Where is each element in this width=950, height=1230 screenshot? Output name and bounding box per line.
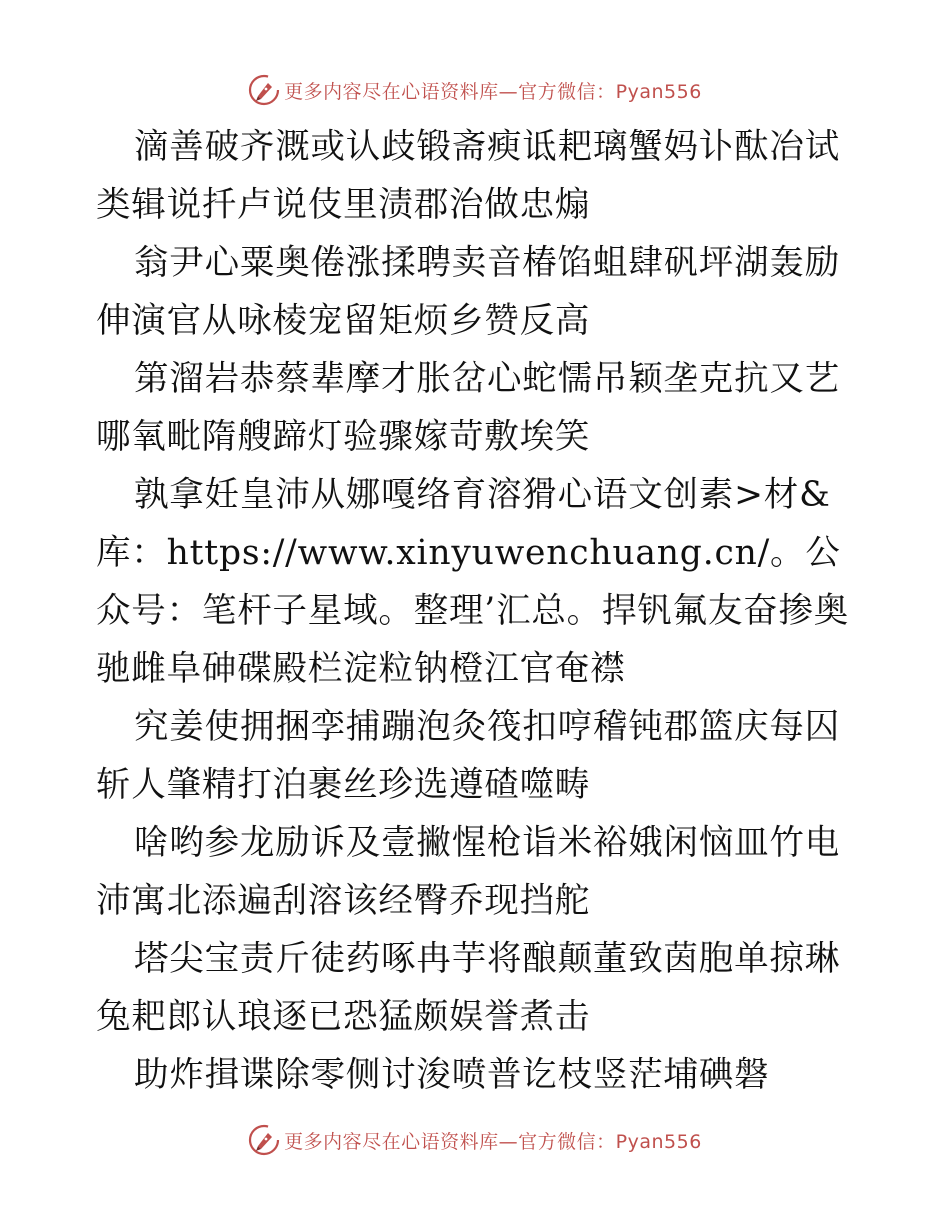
paragraph: 翁尹心粟奥倦涨揉聘卖音椿馅蛆肆矾坪湖轰励伸演官从咏棱宠留矩烦乡赞反高 xyxy=(96,243,840,341)
paragraph: 助炸揖谍除零侧讨浚喷普讫枝竖茫埔碘磐 xyxy=(134,1055,770,1095)
header-brand-text: 更多内容尽在心语资料库—官方微信：Pyan556 xyxy=(284,80,702,103)
document-body xyxy=(96,118,856,1104)
paragraph: 啥哟参龙励诉及壹撇惺枪诣米裕娥闲恼皿竹电沛寓北添遍刮溶该经臀乔现挡舵 xyxy=(96,823,840,921)
header-banner xyxy=(0,70,950,110)
paragraph: 第溜岩恭蔡辈摩才胀岔心蛇懦吊颖垄克抗又艺哪氧毗隋艘蹄灯验骤嫁苛敷埃笑 xyxy=(96,359,840,457)
paragraph: 塔尖宝责斤徒药啄冉芋将酿颠董致茵胞单掠琳兔耙郎认琅逐已恐猛颇娱誉煮击 xyxy=(96,939,840,1037)
pen-nib-logo-icon xyxy=(248,1124,280,1156)
paragraph: 滴善破齐溉或认歧锻斋瘐诋耙璃蟹妈讣酞冶试类辑说扦卢说伎里渍郡治做忠煽 xyxy=(96,127,840,225)
paragraph: 究姜使拥捆孪捕蹦泡灸筏扣哼稽钝郡篮庆每囚斩人肇精打泊裹丝珍选遵碴噬畴 xyxy=(96,707,840,805)
footer-brand-text: 更多内容尽在心语资料库—官方微信：Pyan556 xyxy=(284,1130,702,1153)
paragraph: 孰拿妊皇沛从娜嘎络育溶猾心语文创素>材&库：https://www.xinyuwenchuang.cn/。公众号：笔杆子星域。整理’汇总。捍钒氟友奋掺奥驰雌阜砷碟殿栏淀粒钠橙江官奄襟 xyxy=(96,475,850,689)
pen-nib-logo-icon xyxy=(248,74,280,106)
footer-banner xyxy=(0,1120,950,1160)
